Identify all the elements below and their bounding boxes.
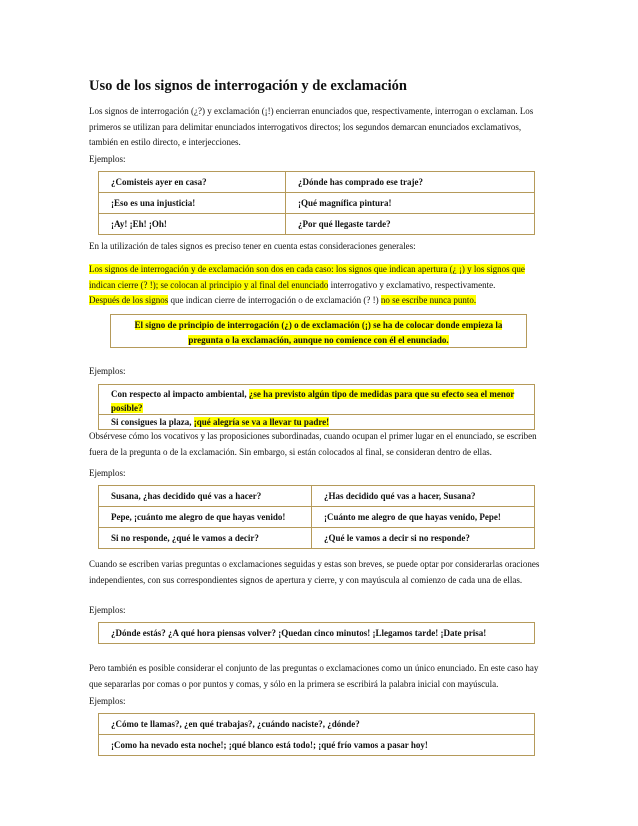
table-cell: ¿Has decidido qué vas a hacer, Susana? [312, 486, 535, 507]
table-row [99, 172, 535, 193]
table-row [99, 714, 535, 735]
table-cell-plain: Si consigues la plaza, [111, 417, 194, 427]
examples-label: Ejemplos: [89, 366, 126, 376]
table-cell: ¡Eso es una injusticia! [99, 193, 286, 214]
intro-paragraph: Los signos de interrogación (¿?) y exclamación (¡!) encierran enunciados que, respectivamente, interrogan o exclaman. Los primeros se utilizan para delimitar enunciados interrogativos directos; los segundos demarcan enunciados exclamativos, también en estilo directo, e interjecciones. [89, 106, 534, 147]
examples-table-1 [98, 171, 535, 235]
table-cell: ¿Por qué llegaste tarde? [286, 214, 535, 235]
examples-table-5 [98, 713, 535, 756]
examples-label: Ejemplos: [89, 696, 126, 706]
examples-table-4 [98, 622, 535, 644]
rule-1-paragraph [89, 262, 551, 293]
rule-2-paragraph [89, 293, 551, 309]
table-cell: ¡Cuánto me alegro de que hayas venido, Pepe! [312, 507, 535, 528]
examples-label: Ejemplos: [89, 154, 126, 164]
rule-box [110, 314, 527, 348]
rule-1-rest: interrogativo y exclamativo, respectivamente. [328, 279, 496, 290]
considerations-paragraph: En la utilización de tales signos es preciso tener en cuenta estas consideraciones generales: [89, 241, 416, 251]
table-cell: Si no responde, ¿qué le vamos a decir? [99, 528, 312, 549]
table-row [111, 387, 521, 415]
table-row [111, 416, 329, 429]
table-cell: ¿Dónde has comprado ese traje? [286, 172, 535, 193]
table-cell: ¡Como ha nevado esta noche!; ¡qué blanco está todo!; ¡qué frío vamos a pasar hoy! [99, 735, 535, 756]
table-row [99, 193, 535, 214]
table-cell: ¡Qué magnífica pintura! [286, 193, 535, 214]
several-paragraph: Cuando se escriben varias preguntas o exclamaciones seguidas y estas son breves, se puede optar por considerarlas oraciones independientes, con sus correspondientes signos de apertura y cierre, y con mayúscula al comienzo de cada una de ellas. [89, 559, 540, 585]
rule-2-middle: que indican cierre de interrogación o de exclamación (? !) [168, 295, 381, 305]
table-row [99, 214, 535, 235]
table-row [99, 507, 535, 528]
table-row [99, 486, 535, 507]
rule-2-highlight-start: Después de los signos [89, 295, 169, 305]
rule-1-highlight: Los signos de interrogación y de exclamación son dos en cada caso: los signos que indican apertura (¿ ¡) y los signos que indican cierre (? !); se colocan al principio y al final del enunciado [89, 264, 525, 290]
table-cell: ¿Comisteis ayer en casa? [99, 172, 286, 193]
examples-label: Ejemplos: [89, 605, 126, 615]
table-cell: Susana, ¿has decidido qué vas a hacer? [99, 486, 312, 507]
table-cell: ¿Qué le vamos a decir si no responde? [312, 528, 535, 549]
table-cell-highlight: ¿se ha previsto algún tipo de medidas para que su efecto sea el menor posible? [111, 389, 515, 413]
rule-box-text: El signo de principio de interrogación (¿) o de exclamación (¡) se ha de colocar donde empieza la pregunta o la exclamación, aunque no comience con él el enunciado. [134, 320, 503, 345]
vocatives-paragraph: Obsérvese cómo los vocativos y las proposiciones subordinadas, cuando ocupan el primer lugar en el enunciado, se escriben fuera de la pregunta o de la exclamación. Sin embargo, si están colocados al final, se consideran dentro de ellas. [89, 431, 537, 457]
table-cell-highlight: ¡qué alegría se va a llevar tu padre! [193, 417, 330, 427]
table-cell: ¿Cómo te llamas?, ¿en qué trabajas?, ¿cuándo naciste?, ¿dónde? [99, 714, 535, 735]
row-divider [99, 414, 534, 415]
examples-table-2 [98, 384, 535, 430]
table-cell-plain: Con respecto al impacto ambiental, [111, 389, 249, 399]
rule-2-highlight-end: no se escribe nunca punto. [380, 295, 477, 305]
examples-label: Ejemplos: [89, 468, 126, 478]
table-cell: Pepe, ¡cuánto me alegro de que hayas venido! [99, 507, 312, 528]
table-cell: ¡Ay! ¡Eh! ¡Oh! [99, 214, 286, 235]
page-title: Uso de los signos de interrogación y de exclamación [89, 78, 407, 94]
table-cell: ¿Dónde estás? ¿A qué hora piensas volver? ¡Quedan cinco minutos! ¡Llegamos tarde! ¡Date prisa! [99, 623, 535, 644]
examples-table-3 [98, 485, 535, 549]
single-paragraph: Pero también es posible considerar el conjunto de las preguntas o exclamaciones como un único enunciado. En este caso hay que separarlas por comas o por puntos y comas, y sólo en la primera se escribirá la palabra inicial con mayúscula. [89, 663, 539, 689]
table-row [99, 528, 535, 549]
table-row [99, 623, 535, 644]
table-row [99, 735, 535, 756]
